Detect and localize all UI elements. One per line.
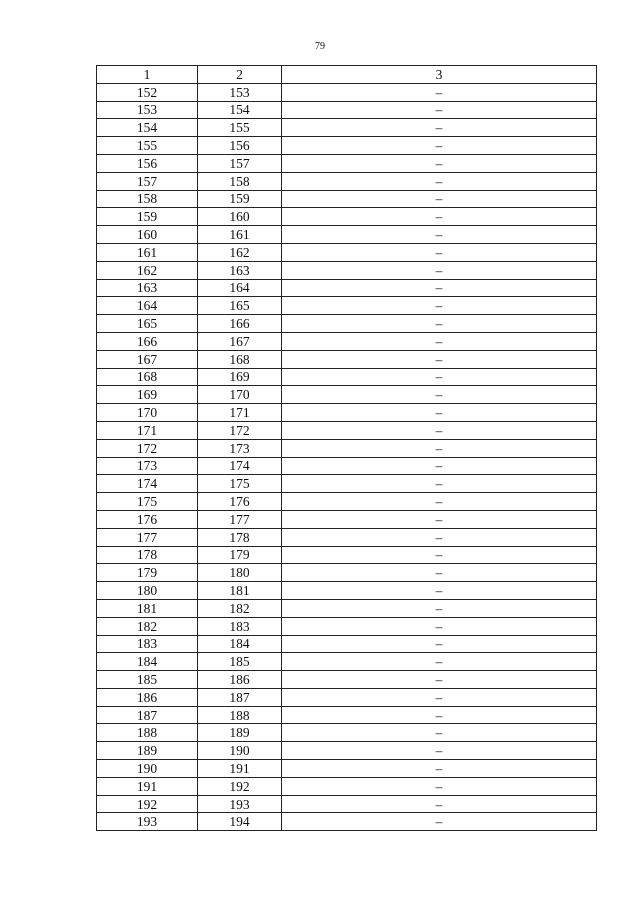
table-cell-col-1: 174 (97, 475, 198, 493)
table-cell-col-2: 172 (198, 421, 282, 439)
table-row (97, 226, 597, 244)
table-cell-col-1: 173 (97, 457, 198, 475)
table-cell-col-3: – (282, 154, 597, 172)
table-cell-col-2: 168 (198, 350, 282, 368)
table-cell-col-1: 172 (97, 439, 198, 457)
table-cell-col-2: 173 (198, 439, 282, 457)
table-cell-col-2: 181 (198, 582, 282, 600)
table-cell-col-2: 191 (198, 760, 282, 778)
page-number: 79 (315, 41, 325, 52)
table-row (97, 119, 597, 137)
table-cell-col-2: 160 (198, 208, 282, 226)
table-cell-col-1: 179 (97, 564, 198, 582)
table-row (97, 688, 597, 706)
table-cell-col-3: – (282, 510, 597, 528)
table-cell-col-1: 163 (97, 279, 198, 297)
table-cell-col-1: 166 (97, 332, 198, 350)
table-row (97, 742, 597, 760)
table-cell-col-3: – (282, 760, 597, 778)
table-cell-col-2: 155 (198, 119, 282, 137)
table-cell-col-2: 162 (198, 243, 282, 261)
table-cell-col-2: 186 (198, 671, 282, 689)
table-cell-col-1: 175 (97, 493, 198, 511)
table-row (97, 404, 597, 422)
table-row (97, 279, 597, 297)
table-cell-col-2: 170 (198, 386, 282, 404)
table-row (97, 760, 597, 778)
table-cell-col-3: – (282, 635, 597, 653)
table-row (97, 599, 597, 617)
table-row (97, 83, 597, 101)
table-row (97, 493, 597, 511)
table-row (97, 350, 597, 368)
table-cell-col-3: – (282, 546, 597, 564)
table-cell-col-3: – (282, 332, 597, 350)
table-cell-col-1: 156 (97, 154, 198, 172)
column-header-2: 2 (198, 66, 282, 84)
column-header-1: 1 (97, 66, 198, 84)
table-row (97, 439, 597, 457)
table-header-row (97, 66, 597, 84)
table-cell-col-2: 153 (198, 83, 282, 101)
table-cell-col-1: 160 (97, 226, 198, 244)
table-cell-col-3: – (282, 119, 597, 137)
table-cell-col-1: 181 (97, 599, 198, 617)
table-row (97, 332, 597, 350)
table-cell-col-2: 183 (198, 617, 282, 635)
table-cell-col-3: – (282, 706, 597, 724)
table-cell-col-2: 187 (198, 688, 282, 706)
table-cell-col-2: 161 (198, 226, 282, 244)
table-row (97, 243, 597, 261)
table-cell-col-2: 167 (198, 332, 282, 350)
table-row (97, 510, 597, 528)
table-row (97, 671, 597, 689)
table-cell-col-1: 161 (97, 243, 198, 261)
table-row (97, 190, 597, 208)
table-cell-col-1: 190 (97, 760, 198, 778)
table-cell-col-3: – (282, 653, 597, 671)
table-cell-col-3: – (282, 243, 597, 261)
table-cell-col-1: 169 (97, 386, 198, 404)
table-row (97, 706, 597, 724)
table-row (97, 101, 597, 119)
table-cell-col-2: 178 (198, 528, 282, 546)
table-cell-col-2: 157 (198, 154, 282, 172)
table-cell-col-1: 154 (97, 119, 198, 137)
table-cell-col-2: 184 (198, 635, 282, 653)
table-cell-col-1: 170 (97, 404, 198, 422)
table-cell-col-2: 175 (198, 475, 282, 493)
table-cell-col-1: 155 (97, 137, 198, 155)
table-cell-col-1: 182 (97, 617, 198, 635)
table-cell-col-2: 169 (198, 368, 282, 386)
table-cell-col-3: – (282, 671, 597, 689)
table-cell-col-2: 174 (198, 457, 282, 475)
table-cell-col-3: – (282, 172, 597, 190)
table-row (97, 421, 597, 439)
table-cell-col-3: – (282, 83, 597, 101)
table-cell-col-1: 191 (97, 777, 198, 795)
table-row (97, 297, 597, 315)
table-cell-col-2: 189 (198, 724, 282, 742)
table-cell-col-2: 177 (198, 510, 282, 528)
table-cell-col-3: – (282, 582, 597, 600)
table-cell-col-2: 193 (198, 795, 282, 813)
table-cell-col-3: – (282, 795, 597, 813)
table-cell-col-1: 178 (97, 546, 198, 564)
table-cell-col-1: 187 (97, 706, 198, 724)
table-cell-col-2: 185 (198, 653, 282, 671)
table-cell-col-3: – (282, 475, 597, 493)
table-cell-col-1: 177 (97, 528, 198, 546)
table-body (97, 83, 597, 830)
table-cell-col-1: 176 (97, 510, 198, 528)
table-cell-col-3: – (282, 404, 597, 422)
table-cell-col-3: – (282, 813, 597, 831)
table-cell-col-3: – (282, 261, 597, 279)
table-cell-col-2: 163 (198, 261, 282, 279)
table-cell-col-3: – (282, 599, 597, 617)
table-cell-col-3: – (282, 386, 597, 404)
table-row (97, 564, 597, 582)
table-cell-col-2: 180 (198, 564, 282, 582)
table-cell-col-1: 168 (97, 368, 198, 386)
table-row (97, 813, 597, 831)
table-cell-col-3: – (282, 724, 597, 742)
table-cell-col-3: – (282, 439, 597, 457)
table-cell-col-3: – (282, 421, 597, 439)
table-cell-col-1: 162 (97, 261, 198, 279)
table-cell-col-3: – (282, 350, 597, 368)
table-cell-col-3: – (282, 208, 597, 226)
table-cell-col-2: 164 (198, 279, 282, 297)
column-header-3: 3 (282, 66, 597, 84)
table-cell-col-1: 159 (97, 208, 198, 226)
table-row (97, 724, 597, 742)
table-cell-col-3: – (282, 137, 597, 155)
table-cell-col-3: – (282, 315, 597, 333)
table-cell-col-1: 183 (97, 635, 198, 653)
table-row (97, 546, 597, 564)
table-row (97, 208, 597, 226)
table-cell-col-2: 159 (198, 190, 282, 208)
table-cell-col-3: – (282, 297, 597, 315)
table-cell-col-1: 192 (97, 795, 198, 813)
table-cell-col-3: – (282, 368, 597, 386)
table-cell-col-3: – (282, 564, 597, 582)
table-row (97, 172, 597, 190)
table-cell-col-1: 153 (97, 101, 198, 119)
table-row (97, 386, 597, 404)
table-cell-col-2: 182 (198, 599, 282, 617)
table-cell-col-1: 167 (97, 350, 198, 368)
table-cell-col-2: 188 (198, 706, 282, 724)
table-cell-col-1: 184 (97, 653, 198, 671)
table-row (97, 777, 597, 795)
table-cell-col-1: 157 (97, 172, 198, 190)
table-cell-col-1: 186 (97, 688, 198, 706)
table-row (97, 795, 597, 813)
table-cell-col-3: – (282, 190, 597, 208)
table-cell-col-1: 189 (97, 742, 198, 760)
table-cell-col-1: 165 (97, 315, 198, 333)
table-cell-col-3: – (282, 777, 597, 795)
table-cell-col-2: 179 (198, 546, 282, 564)
table-cell-col-1: 171 (97, 421, 198, 439)
table-row (97, 457, 597, 475)
table-row (97, 528, 597, 546)
table-row (97, 475, 597, 493)
table-cell-col-2: 158 (198, 172, 282, 190)
table-cell-col-3: – (282, 226, 597, 244)
table-cell-col-2: 192 (198, 777, 282, 795)
table-cell-col-2: 154 (198, 101, 282, 119)
table-cell-col-2: 165 (198, 297, 282, 315)
table-row (97, 617, 597, 635)
table-cell-col-2: 166 (198, 315, 282, 333)
table-cell-col-2: 171 (198, 404, 282, 422)
table-cell-col-3: – (282, 279, 597, 297)
table-cell-col-1: 164 (97, 297, 198, 315)
table-cell-col-1: 188 (97, 724, 198, 742)
table-cell-col-2: 194 (198, 813, 282, 831)
table-cell-col-3: – (282, 688, 597, 706)
table-cell-col-3: – (282, 493, 597, 511)
table-row (97, 368, 597, 386)
table-cell-col-3: – (282, 528, 597, 546)
table-cell-col-1: 193 (97, 813, 198, 831)
table-row (97, 137, 597, 155)
table-row (97, 635, 597, 653)
table-row (97, 653, 597, 671)
table-cell-col-1: 158 (97, 190, 198, 208)
table-row (97, 261, 597, 279)
table-cell-col-2: 156 (198, 137, 282, 155)
table-cell-col-3: – (282, 742, 597, 760)
table-cell-col-2: 190 (198, 742, 282, 760)
table-cell-col-3: – (282, 101, 597, 119)
table-row (97, 154, 597, 172)
table-cell-col-1: 180 (97, 582, 198, 600)
table-cell-col-1: 152 (97, 83, 198, 101)
table-cell-col-3: – (282, 457, 597, 475)
data-table (96, 65, 597, 831)
table-cell-col-3: – (282, 617, 597, 635)
table-cell-col-2: 176 (198, 493, 282, 511)
table-row (97, 582, 597, 600)
table-row (97, 315, 597, 333)
table-cell-col-1: 185 (97, 671, 198, 689)
